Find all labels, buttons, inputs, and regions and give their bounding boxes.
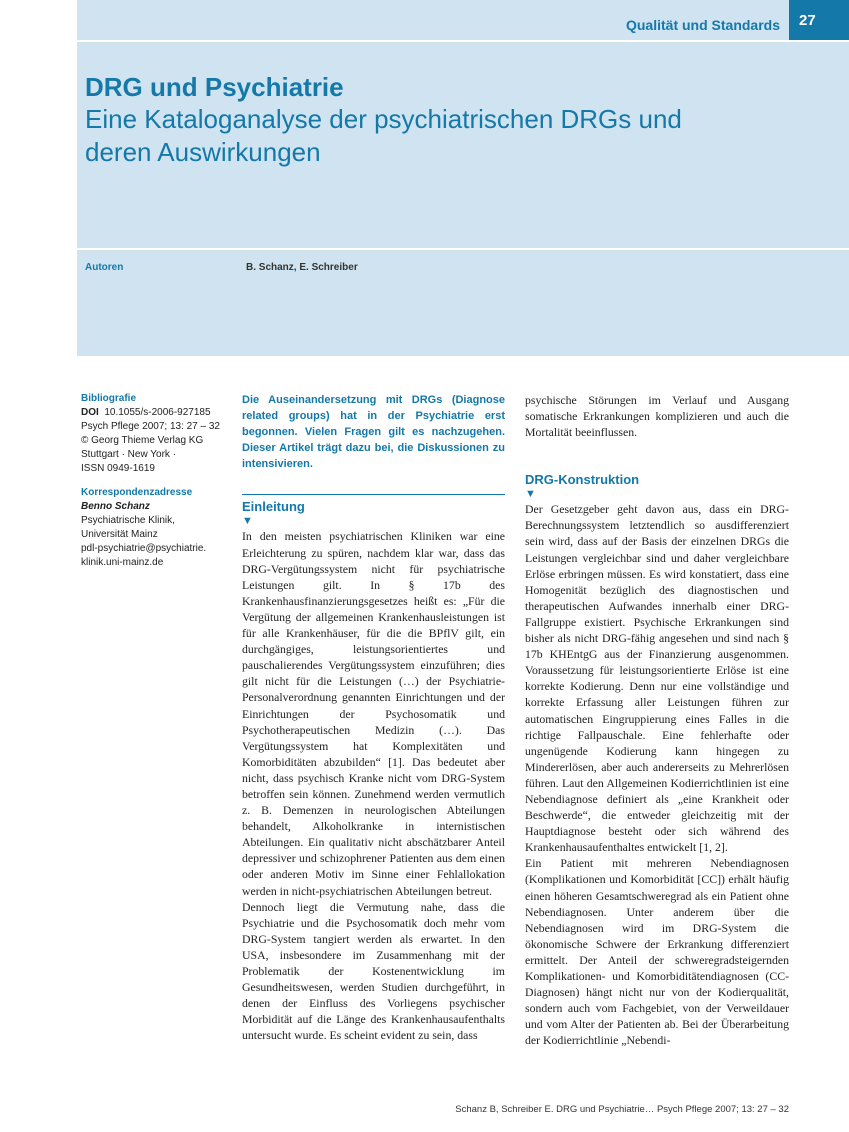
- authors-names: B. Schanz, E. Schreiber: [246, 262, 358, 273]
- sidebar: [81, 392, 231, 570]
- page-footer: Schanz B, Schreiber E. DRG und Psychiatrie… Psych Pflege 2007; 13: 27 – 32: [455, 1104, 789, 1115]
- paragraph: psychische Störungen im Verlauf und Ausgang somatische Erkrankungen komplizieren und auch die Mortalität beeinflussen.: [525, 393, 789, 440]
- page-number: 27: [789, 0, 849, 40]
- article-title: DRG und Psychiatrie: [85, 72, 344, 102]
- paragraph: Dennoch liegt die Vermutung nahe, dass die Psychiatrie und die Psychosomatik doch mehr vom DRG-System tangiert werden als erwartet. In den USA, insbesondere im Zusammenhang mit der Problematik der Kostenentwicklung im Gesundheitswesen, werden Studien durchgeführt, in denen der Einfluss des Vorliegens psychischer Morbidität auf die Länge des Krankenhausaufenthalts untersucht wurde. Es scheint evident zu sein, dass: [242, 899, 505, 1043]
- correspondence-name: Benno Schanz: [81, 501, 150, 512]
- correspondence-university: Universität Mainz: [81, 529, 158, 540]
- triangle-down-icon: ▼: [525, 488, 536, 501]
- text-column-1: [242, 392, 505, 1043]
- paragraph: In den meisten psychiatrischen Kliniken war eine Erleichterung zu spüren, nachdem klar war, dass das DRG-Vergütungssystem nicht für psychiatrische Leistungen gilt. In § 17b des Krankenhausfinanzierungsgesetzes heißt es: „Für die Vergütung der allgemeinen Krankenhausleistungen ist für alle Krankenhäuser, für die die BPflV gilt, ein durchgängiges, leistungsorientiertes und pauschalierendes Vergütungssystem einzuführen; dies gilt nicht für die Leistungen (…) der Psychiatrie-Personalverordnung genannten Einrichtungen und der Einrichtungen der Psychosomatik und Psychotherapeutischen Medizin (…). Das Vergütungssystem hat Komplexitäten und Komorbiditäten abzubilden“ [1]. Das bedeutet aber nicht, dass psychisch Kranke nicht vom DRG-System betroffen sein können. Zunehmend werden vermutlich z. B. Demenzen in neurologischen Abteilungen behandelt, Alkoholkranke in internistischen Abteilungen. Ein qualitativ nicht abschätzbarer Anteil depressiver und schizophrener Patienten aus dem einen oder anderen Motiv im Sinne einer Fehlallokation werden in nicht-psychiatrischen Abteilungen betreut.: [242, 529, 505, 898]
- article-subtitle: Eine Kataloganalyse der psychiatrischen DRGs und deren Auswirkungen: [85, 104, 682, 167]
- correspondence-heading: Korrespondenzadresse: [81, 487, 193, 498]
- paragraph: Der Gesetzgeber geht davon aus, dass ein DRG-Berechnungssystem letztendlich so ausdifferenziert sein wird, dass auf der Basis der einzelnen DRGs die Leistungen vergleichbar sind und daher vergleichbare Erlöse erbringen müssen. Es wird konstatiert, dass eine Homogenität bezüglich des diagnostischen und therapeutischen Aufwandes innerhalb einer DRG-Fallgruppe existiert. Psychische Erkrankungen sind bisher als nicht DRG-fähig angesehen und sind nach § 17b KHEntgG aus der Finanzierung ausgenommen. Voraussetzung für leistungsorientierte Erlöse ist eine korrekte Kodierung. Denn nur eine vollständige und korrekte Erfassung aller Leistungen führen zur automatischen Eingruppierung eines Falles in die richtige Fallpauschale. Eine fehlerhafte oder ungenügende Kodierung kann hingegen zu Mindererlösen, aber auch andererseits zu Mehrerlösen führen. Laut den Allgemeinen Kodierrichtlinien ist eine Nebendiagnose definiert als „eine Krankheit oder Beschwerde“, die entweder gleichzeitig mit der Hauptdiagnose besteht oder sich während des Krankenhausaufenthaltes entwickelt [1, 2].: [525, 502, 789, 855]
- abstract: Die Auseinandersetzung mit DRGs (Diagnose related groups) hat in der Psychiatrie erst begonnen. Vielen Fragen gilt es nachzugehen. Dieser Artikel trägt dazu bei, die Diskussionen zu intensivieren.: [242, 394, 505, 471]
- section-heading-einleitung: Einleitung: [242, 499, 305, 515]
- bibliography-heading: Bibliografie: [81, 393, 137, 404]
- correspondence-email-line2: klinik.uni-mainz.de: [81, 557, 164, 568]
- correspondence-institution: Psychiatrische Klinik,: [81, 515, 175, 526]
- authors-label: Autoren: [85, 262, 124, 273]
- issn: ISSN 0949-1619: [81, 463, 155, 474]
- section-heading-drg-konstruktion: DRG-Konstruktion: [525, 472, 640, 488]
- author-block: [77, 250, 849, 356]
- correspondence-email-line1: pdl-psychiatrie@psychiatrie.: [81, 543, 207, 554]
- section-label: Qualität und Standards: [625, 17, 780, 33]
- doi-label: DOI: [81, 407, 99, 418]
- doi-value: 10.1055/s-2006-927185: [104, 407, 211, 418]
- journal-citation: Psych Pflege 2007; 13: 27 – 32: [81, 421, 220, 432]
- header-bar: [77, 0, 849, 40]
- doi-line: [81, 406, 231, 420]
- title-block: [77, 42, 849, 248]
- publisher-cities: Stuttgart · New York ·: [81, 449, 177, 460]
- copyright: © Georg Thieme Verlag KG: [81, 435, 204, 446]
- paragraph: Ein Patient mit mehreren Nebendiagnosen (Komplikationen und Komorbidität [CC]) erhält häufig einen höheren Gesamtschweregrad als ein Patient ohne Nebendiagnosen. Unter anderem über die Nebendiagnosen wird im DRG-System die ökonomische Schwere der Erkrankung differenziert ermittelt. Der Anteil der schweregradsteigernden Komplikationen- und Komorbiditätendiagnosen (CC-Diagnosen) hängt nicht nur von der Kodierqualität, sondern auch vom Fachgebiet, von der Verweildauer und vom Alter der Patienten ab. Bei der Überarbeitung der Kodierrichtlinie „Nebendi-: [525, 856, 789, 1048]
- section-divider: [242, 494, 505, 495]
- text-column-2: [525, 392, 789, 1048]
- triangle-down-icon: ▼: [242, 515, 253, 528]
